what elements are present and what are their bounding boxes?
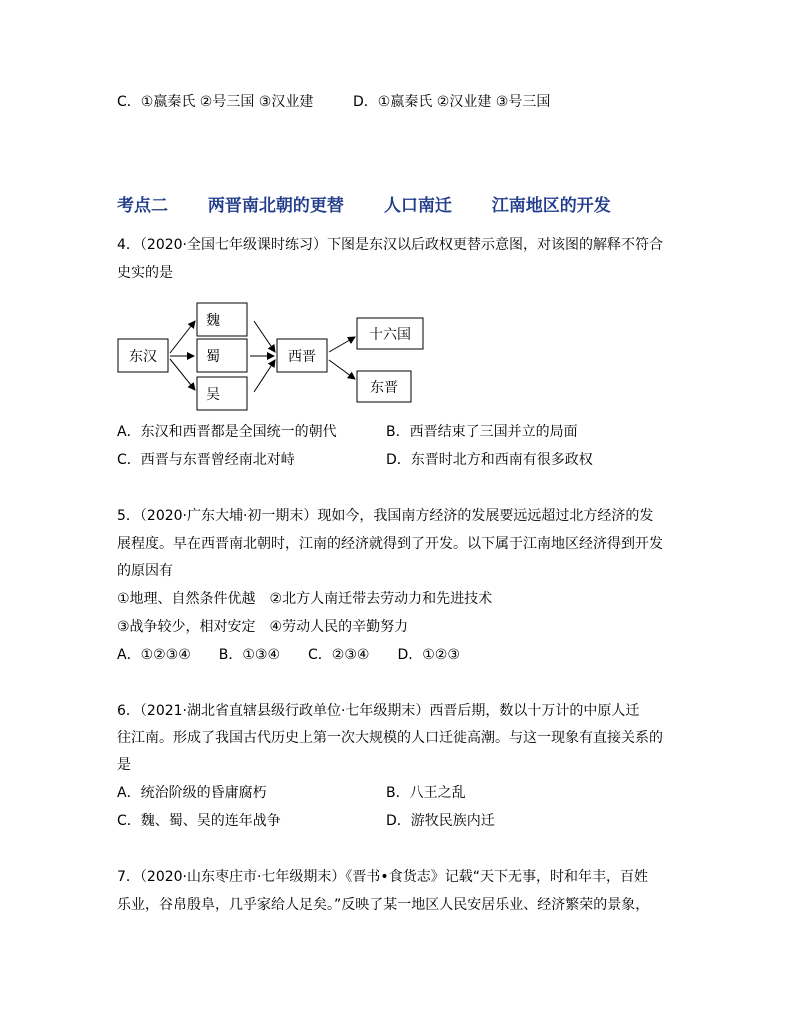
label-wei: 魏 (206, 313, 220, 329)
arrow-xijin-shiliuguo (329, 337, 355, 352)
q4-option-b: B．西晋结束了三国并立的局面 (386, 424, 578, 440)
arrow-wei-xijin (254, 321, 275, 352)
label-donghan: 东汉 (129, 349, 157, 365)
q6-option-c: C．魏、蜀、吴的连年战争 (117, 813, 281, 829)
box-shiliuguo (357, 318, 423, 349)
q4-stem-line1: 4．（2020·全国七年级课时练习）下图是东汉以后政权更替示意图，对该图的解释不符合 (117, 237, 663, 253)
q5-stem-line1: 5．（2020·广东大埔·初一期末）现如今，我国南方经济的发展要远远超过北方经济的发 (117, 508, 654, 524)
box-dongjin (357, 371, 411, 402)
arrow-donghan-wei (170, 321, 195, 353)
q5-item-2: ③战争较少，相对安定 ④劳动人民的辛勤努力 (117, 619, 409, 635)
q4-stem-line2: 史实的是 (117, 265, 173, 281)
q6-option-a: A．统治阶级的昏庸腐朽 (117, 785, 267, 801)
section-part-2: 人口南迁 (383, 196, 452, 216)
q7-stem-line2: 乐业，谷帛殷阜，几乎家给人足矣。”反映了某一地区人民安居乐业、经济繁荣的景象， (117, 897, 650, 913)
prev-option-d: D．①嬴秦氏 ②汉业建 ③号三国 (353, 94, 551, 110)
q6-stem-line1: 6．（2021·湖北省直辖县级行政单位·七年级期末）西晋后期，数以十万计的中原人迁 (117, 703, 640, 719)
section-label: 考点二 (117, 196, 168, 216)
q5-item-1: ①地理、自然条件优越 ②北方人南迁带去劳动力和先进技术 (117, 591, 493, 607)
q6-option-d: D．游牧民族内迁 (386, 813, 495, 829)
label-xijin: 西晋 (288, 349, 316, 365)
section-part-3: 江南地区的开发 (491, 196, 611, 216)
box-wu (197, 377, 247, 410)
q5-stem-line2: 展程度。早在西晋南北朝时，江南的经济就得到了开发。以下属于江南地区经济得到开发 (117, 536, 663, 552)
arrow-xijin-dongjin (329, 360, 355, 379)
section-part-1: 两晋南北朝的更替 (207, 196, 344, 216)
label-wu: 吴 (206, 387, 220, 403)
q5-options: A．①②③④ B．①③④ C．②③④ D．①②③ (117, 647, 460, 663)
q4-option-a: A．东汉和西晋都是全国统一的朝代 (117, 424, 337, 440)
q4-option-c: C．西晋与东晋曾经南北对峙 (117, 452, 295, 468)
arrow-donghan-wu (170, 359, 195, 390)
arrow-wu-xijin (254, 360, 275, 392)
q4-option-d: D．东晋时北方和西南有很多政权 (386, 452, 593, 468)
q6-option-b: B．八王之乱 (386, 785, 466, 801)
q5-stem-line3: 的原因有 (117, 563, 173, 579)
box-wei (197, 303, 247, 336)
prev-option-c: C．①嬴秦氏 ②号三国 ③汉业建 (117, 94, 314, 110)
box-xijin (277, 339, 327, 372)
box-donghan (118, 339, 168, 372)
q6-stem-line2: 往江南。形成了我国古代历史上第一次大规模的人口迁徙高潮。与这一现象有直接关系的 (117, 730, 663, 746)
label-shiliuguo: 十六国 (369, 327, 411, 343)
q7-stem-line1: 7．（2020·山东枣庄市·七年级期末）《晋书•食货志》记载“天下无事，时和年丰，百姓 (117, 869, 648, 885)
box-shu (197, 339, 247, 372)
label-shu: 蜀 (206, 349, 220, 365)
q6-stem-line3: 是 (117, 757, 131, 773)
label-dongjin: 东晋 (370, 380, 398, 396)
